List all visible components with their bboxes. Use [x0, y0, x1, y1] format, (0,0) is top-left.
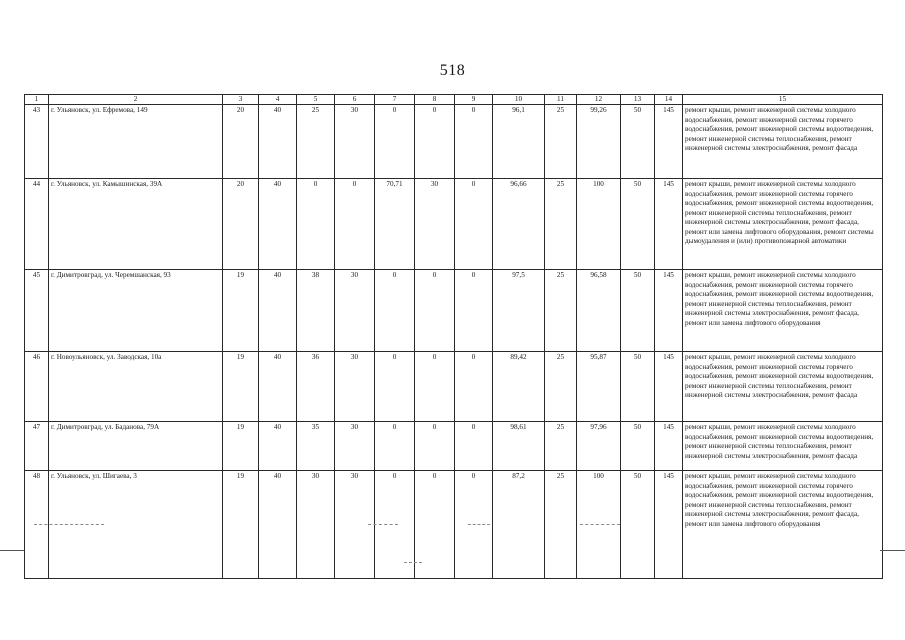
value-cell: 145 — [655, 270, 683, 352]
works-description-cell: ремонт крыши, ремонт инженерной системы холодного водоснабжения, ремонт инженерной системы горячего водоснабжения, ремонт инженерной системы водоотведения, ремонт инженерной системы теплоснабжения, ремонт инженерной системы электроснабжения, ремонт фасада — [683, 105, 883, 179]
value-cell: 0 — [455, 105, 493, 179]
table-row — [25, 105, 883, 179]
value-cell: 0 — [455, 471, 493, 579]
value-cell: 30 — [335, 471, 375, 579]
value-cell: 0 — [297, 179, 335, 270]
value-cell: 20 — [223, 105, 259, 179]
value-cell: 145 — [655, 105, 683, 179]
value-cell: 25 — [545, 422, 577, 471]
value-cell: 50 — [621, 352, 655, 422]
value-cell: 25 — [545, 105, 577, 179]
value-cell: 70,71 — [375, 179, 415, 270]
value-cell: 0 — [455, 270, 493, 352]
value-cell: 0 — [415, 471, 455, 579]
col-header-8: 8 — [415, 95, 455, 105]
value-cell: 95,87 — [577, 352, 621, 422]
value-cell: 19 — [223, 352, 259, 422]
col-header-13: 13 — [621, 95, 655, 105]
col-header-6: 6 — [335, 95, 375, 105]
value-cell: 0 — [455, 352, 493, 422]
row-number: 46 — [25, 352, 49, 422]
value-cell: 20 — [223, 179, 259, 270]
value-cell: 19 — [223, 270, 259, 352]
value-cell: 30 — [415, 179, 455, 270]
value-cell: 50 — [621, 105, 655, 179]
value-cell: 50 — [621, 270, 655, 352]
value-cell: 0 — [415, 105, 455, 179]
col-header-12: 12 — [577, 95, 621, 105]
scan-artifact-line — [404, 562, 422, 563]
value-cell: 25 — [297, 105, 335, 179]
value-cell: 89,42 — [493, 352, 545, 422]
col-header-9: 9 — [455, 95, 493, 105]
value-cell: 0 — [375, 471, 415, 579]
value-cell: 30 — [335, 270, 375, 352]
scan-artifact-line — [34, 524, 104, 525]
value-cell: 0 — [415, 352, 455, 422]
value-cell: 97,5 — [493, 270, 545, 352]
address-cell: г. Димитровград, ул. Баданова, 79А — [49, 422, 223, 471]
value-cell: 145 — [655, 422, 683, 471]
value-cell: 96,58 — [577, 270, 621, 352]
value-cell: 19 — [223, 422, 259, 471]
col-header-15: 15 — [683, 95, 883, 105]
table-row — [25, 352, 883, 422]
col-header-11: 11 — [545, 95, 577, 105]
scan-artifact-line — [368, 524, 398, 525]
value-cell: 97,96 — [577, 422, 621, 471]
value-cell: 0 — [415, 422, 455, 471]
row-number: 47 — [25, 422, 49, 471]
value-cell: 50 — [621, 471, 655, 579]
value-cell: 98,61 — [493, 422, 545, 471]
table-row — [25, 471, 883, 579]
table-row — [25, 179, 883, 270]
value-cell: 40 — [259, 179, 297, 270]
value-cell: 0 — [415, 270, 455, 352]
col-header-4: 4 — [259, 95, 297, 105]
value-cell: 36 — [297, 352, 335, 422]
scan-artifact-line — [468, 524, 490, 525]
col-header-1: 1 — [25, 95, 49, 105]
scan-artifact-line — [580, 524, 620, 525]
value-cell: 50 — [621, 179, 655, 270]
value-cell: 25 — [545, 270, 577, 352]
works-description-cell: ремонт крыши, ремонт инженерной системы холодного водоснабжения, ремонт инженерной системы горячего водоснабжения, ремонт инженерной системы водоотведения, ремонт инженерной системы теплоснабжения, ремонт инженерной системы электроснабжения, ремонт фасада, ремонт или замена лифтового оборудования — [683, 270, 883, 352]
address-cell: г. Ульяновск, ул. Шигаева, 3 — [49, 471, 223, 579]
works-description-cell: ремонт крыши, ремонт инженерной системы холодного водоснабжения, ремонт инженерной системы водоотведения, ремонт инженерной системы теплоснабжения, ремонт инженерной системы электроснабжения, ремонт фасада — [683, 422, 883, 471]
row-number: 44 — [25, 179, 49, 270]
col-header-7: 7 — [375, 95, 415, 105]
value-cell: 40 — [259, 270, 297, 352]
value-cell: 40 — [259, 471, 297, 579]
row-number: 45 — [25, 270, 49, 352]
scan-artifact-line — [0, 550, 24, 551]
value-cell: 0 — [455, 422, 493, 471]
value-cell: 87,2 — [493, 471, 545, 579]
col-header-3: 3 — [223, 95, 259, 105]
value-cell: 30 — [297, 471, 335, 579]
value-cell: 25 — [545, 179, 577, 270]
page-number: 518 — [439, 62, 466, 79]
value-cell: 40 — [259, 105, 297, 179]
value-cell: 145 — [655, 179, 683, 270]
value-cell: 96,1 — [493, 105, 545, 179]
address-cell: г. Димитровград, ул. Черемшанская, 93 — [49, 270, 223, 352]
value-cell: 0 — [375, 270, 415, 352]
header-row — [25, 95, 883, 105]
value-cell: 0 — [335, 179, 375, 270]
value-cell: 99,26 — [577, 105, 621, 179]
row-number: 43 — [25, 105, 49, 179]
col-header-14: 14 — [655, 95, 683, 105]
col-header-2: 2 — [49, 95, 223, 105]
value-cell: 0 — [375, 422, 415, 471]
value-cell: 0 — [455, 179, 493, 270]
works-description-cell: ремонт крыши, ремонт инженерной системы холодного водоснабжения, ремонт инженерной системы горячего водоснабжения, ремонт инженерной системы водоотведения, ремонт инженерной системы теплоснабжения, ремонт инженерной системы электроснабжения, ремонт фасада, ремонт или замена лифтового оборудования, ремонт системы дымоудаления и (или) противопожарной автоматики — [683, 179, 883, 270]
value-cell: 145 — [655, 352, 683, 422]
address-cell: г. Новоульяновск, ул. Заводская, 10а — [49, 352, 223, 422]
value-cell: 145 — [655, 471, 683, 579]
works-description-cell: ремонт крыши, ремонт инженерной системы холодного водоснабжения, ремонт инженерной системы горячего водоснабжения, ремонт инженерной системы водоотведения, ремонт инженерной системы теплоснабжения, ремонт инженерной системы электроснабжения, ремонт фасада, ремонт или замена лифтового оборудования — [683, 471, 883, 579]
table-row — [25, 270, 883, 352]
col-header-10: 10 — [493, 95, 545, 105]
address-cell: г. Ульяновск, ул. Ефремова, 149 — [49, 105, 223, 179]
col-header-5: 5 — [297, 95, 335, 105]
scan-artifact-line — [880, 550, 905, 551]
value-cell: 38 — [297, 270, 335, 352]
value-cell: 96,66 — [493, 179, 545, 270]
value-cell: 40 — [259, 352, 297, 422]
value-cell: 0 — [375, 105, 415, 179]
value-cell: 50 — [621, 422, 655, 471]
value-cell: 25 — [545, 471, 577, 579]
value-cell: 40 — [259, 422, 297, 471]
works-description-cell: ремонт крыши, ремонт инженерной системы холодного водоснабжения, ремонт инженерной системы горячего водоснабжения, ремонт инженерной системы водоотведения, ремонт инженерной системы теплоснабжения, ремонт инженерной системы электроснабжения, ремонт фасада — [683, 352, 883, 422]
value-cell: 30 — [335, 352, 375, 422]
value-cell: 100 — [577, 179, 621, 270]
value-cell: 35 — [297, 422, 335, 471]
works-table — [24, 94, 883, 579]
value-cell: 0 — [375, 352, 415, 422]
value-cell: 19 — [223, 471, 259, 579]
table-row — [25, 422, 883, 471]
value-cell: 25 — [545, 352, 577, 422]
value-cell: 30 — [335, 105, 375, 179]
row-number: 48 — [25, 471, 49, 579]
address-cell: г. Ульяновск, ул. Камышинская, 39А — [49, 179, 223, 270]
value-cell: 100 — [577, 471, 621, 579]
value-cell: 30 — [335, 422, 375, 471]
